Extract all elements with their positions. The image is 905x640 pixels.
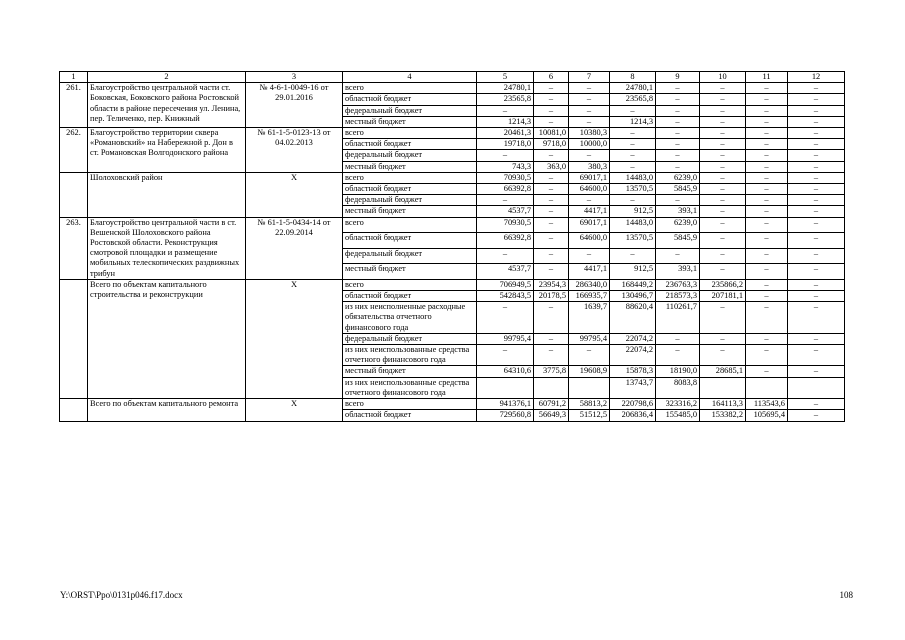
value-cell: 60791,2 — [534, 399, 569, 410]
value-cell: – — [700, 248, 746, 264]
value-cell: – — [746, 279, 788, 290]
value-cell: 99795,4 — [477, 333, 534, 344]
value-cell: – — [700, 195, 746, 206]
value-cell: 69017,1 — [569, 217, 610, 233]
value-cell: – — [788, 248, 845, 264]
value-cell: – — [656, 248, 700, 264]
value-cell: – — [569, 116, 610, 127]
funding-source: местный бюджет — [343, 264, 477, 280]
value-cell: 153382,2 — [700, 410, 746, 421]
value-cell: – — [788, 139, 845, 150]
value-cell: 743,3 — [477, 161, 534, 172]
value-cell: 4417,1 — [569, 206, 610, 217]
value-cell: – — [788, 206, 845, 217]
value-cell: 113543,6 — [746, 399, 788, 410]
value-cell: – — [534, 264, 569, 280]
value-cell: 706949,5 — [477, 279, 534, 290]
value-cell: – — [746, 105, 788, 116]
value-cell: – — [534, 116, 569, 127]
value-cell: 51512,5 — [569, 410, 610, 421]
value-cell: 3775,8 — [534, 366, 569, 377]
value-cell: – — [534, 184, 569, 195]
value-cell: 66392,8 — [477, 233, 534, 249]
value-cell: 363,0 — [534, 161, 569, 172]
value-cell: – — [746, 248, 788, 264]
object-name: Благоустройство территории сквера «Романовский» на Набережной р. Дон в ст. Романовская Волгодонского района — [88, 128, 246, 173]
value-cell: – — [746, 345, 788, 366]
value-cell: – — [788, 172, 845, 183]
funding-source: всего — [343, 83, 477, 94]
value-cell: – — [788, 302, 845, 334]
value-cell: – — [788, 105, 845, 116]
column-number: 3 — [246, 72, 343, 83]
value-cell: – — [534, 302, 569, 334]
funding-source: областной бюджет — [343, 233, 477, 249]
value-cell: – — [788, 195, 845, 206]
row-number: 263. — [60, 217, 88, 279]
funding-source: федеральный бюджет — [343, 195, 477, 206]
value-cell: 19718,0 — [477, 139, 534, 150]
table-row — [60, 83, 845, 94]
value-cell: – — [534, 150, 569, 161]
value-cell: 19608,9 — [569, 366, 610, 377]
doc-reference: № 61-1-5-0434-14 от 22.09.2014 — [246, 217, 343, 279]
value-cell: – — [534, 206, 569, 217]
value-cell: – — [700, 161, 746, 172]
value-cell: – — [746, 116, 788, 127]
column-number: 5 — [477, 72, 534, 83]
value-cell: 130496,7 — [610, 291, 656, 302]
value-cell: 24780,1 — [477, 83, 534, 94]
value-cell: – — [788, 279, 845, 290]
value-cell: 5845,9 — [656, 184, 700, 195]
value-cell — [746, 377, 788, 398]
funding-source: областной бюджет — [343, 139, 477, 150]
column-number: 12 — [788, 72, 845, 83]
value-cell: – — [610, 128, 656, 139]
value-cell: – — [700, 233, 746, 249]
value-cell: – — [746, 83, 788, 94]
value-cell: 70930,5 — [477, 172, 534, 183]
value-cell: 18190,0 — [656, 366, 700, 377]
table-body — [60, 72, 845, 422]
object-name: Всего по объектам капитального ремонта — [88, 399, 246, 421]
value-cell: – — [746, 302, 788, 334]
value-cell: 323316,2 — [656, 399, 700, 410]
value-cell — [569, 377, 610, 398]
value-cell: 10081,0 — [534, 128, 569, 139]
value-cell: 66392,8 — [477, 184, 534, 195]
funding-source: всего — [343, 399, 477, 410]
value-cell: 22074,2 — [610, 345, 656, 366]
value-cell: 6239,0 — [656, 217, 700, 233]
value-cell: 164113,3 — [700, 399, 746, 410]
value-cell: – — [700, 333, 746, 344]
value-cell: 105695,4 — [746, 410, 788, 421]
value-cell: 1639,7 — [569, 302, 610, 334]
funding-source: областной бюджет — [343, 291, 477, 302]
value-cell: – — [656, 116, 700, 127]
value-cell: 20178,5 — [534, 291, 569, 302]
funding-source: всего — [343, 172, 477, 183]
value-cell: 6239,0 — [656, 172, 700, 183]
value-cell: – — [700, 264, 746, 280]
value-cell: – — [569, 94, 610, 105]
value-cell: 64600,0 — [569, 233, 610, 249]
value-cell: – — [534, 105, 569, 116]
value-cell: – — [788, 399, 845, 410]
value-cell — [700, 377, 746, 398]
table-row — [60, 128, 845, 139]
value-cell: – — [746, 206, 788, 217]
value-cell: 1214,3 — [610, 116, 656, 127]
row-number — [60, 279, 88, 398]
value-cell: – — [746, 184, 788, 195]
value-cell: 13570,5 — [610, 184, 656, 195]
funding-source: из них неисполненные расходные обязательства отчетного финансового года — [343, 302, 477, 334]
value-cell: 58813,2 — [569, 399, 610, 410]
value-cell: 64310,6 — [477, 366, 534, 377]
value-cell: – — [788, 184, 845, 195]
value-cell: 23565,8 — [477, 94, 534, 105]
object-name: Благоустройство центральной части ст. Боковская, Боковского района Ростовской области в районе пересечения ул. Ленина, пер. Теличенко, пер. Книжный — [88, 83, 246, 128]
value-cell: 9718,0 — [534, 139, 569, 150]
funding-source: из них неиспользованные средства отчетного финансового года — [343, 345, 477, 366]
budget-table — [59, 71, 845, 422]
value-cell: – — [700, 128, 746, 139]
value-cell: 13570,5 — [610, 233, 656, 249]
value-cell: – — [477, 105, 534, 116]
value-cell: – — [610, 150, 656, 161]
value-cell: 912,5 — [610, 206, 656, 217]
column-number: 4 — [343, 72, 477, 83]
value-cell: – — [788, 366, 845, 377]
value-cell: 24780,1 — [610, 83, 656, 94]
object-name: Благоустройство центральной части в ст. Вешенской Шолоховского района Ростовской области. Реконструкция смотровой площадки и размещение мобильных телескопических раздвижных трибун — [88, 217, 246, 279]
value-cell: – — [788, 264, 845, 280]
value-cell: 69017,1 — [569, 172, 610, 183]
value-cell: – — [477, 248, 534, 264]
value-cell: 13743,7 — [610, 377, 656, 398]
value-cell: – — [788, 233, 845, 249]
value-cell: – — [534, 217, 569, 233]
value-cell: – — [534, 333, 569, 344]
value-cell: – — [569, 150, 610, 161]
funding-source: местный бюджет — [343, 161, 477, 172]
value-cell: – — [534, 233, 569, 249]
table-row — [60, 279, 845, 290]
column-number: 7 — [569, 72, 610, 83]
value-cell: 8083,8 — [656, 377, 700, 398]
value-cell: – — [746, 217, 788, 233]
value-cell: – — [656, 105, 700, 116]
value-cell: – — [746, 366, 788, 377]
value-cell: – — [610, 195, 656, 206]
value-cell: 28685,1 — [700, 366, 746, 377]
value-cell: 729560,8 — [477, 410, 534, 421]
value-cell: – — [610, 248, 656, 264]
value-cell: 88620,4 — [610, 302, 656, 334]
value-cell: 912,5 — [610, 264, 656, 280]
value-cell: – — [700, 206, 746, 217]
column-number: 8 — [610, 72, 656, 83]
value-cell — [534, 377, 569, 398]
value-cell: 20461,3 — [477, 128, 534, 139]
value-cell: – — [656, 161, 700, 172]
value-cell: – — [788, 128, 845, 139]
value-cell: – — [700, 184, 746, 195]
value-cell — [788, 377, 845, 398]
value-cell: 207181,1 — [700, 291, 746, 302]
value-cell: – — [534, 172, 569, 183]
value-cell: – — [788, 116, 845, 127]
doc-reference: № 61-1-5-0123-13 от 04.02.2013 — [246, 128, 343, 173]
value-cell: – — [569, 195, 610, 206]
column-number: 11 — [746, 72, 788, 83]
header-row — [60, 72, 845, 83]
value-cell: 4537,7 — [477, 206, 534, 217]
table-row — [60, 217, 845, 233]
value-cell: – — [788, 94, 845, 105]
doc-reference: Х — [246, 279, 343, 398]
value-cell: – — [656, 128, 700, 139]
value-cell: 168449,2 — [610, 279, 656, 290]
value-cell: – — [656, 83, 700, 94]
row-number: 262. — [60, 128, 88, 173]
value-cell: – — [746, 161, 788, 172]
value-cell: – — [534, 83, 569, 94]
value-cell: – — [746, 195, 788, 206]
funding-source: местный бюджет — [343, 116, 477, 127]
column-number: 1 — [60, 72, 88, 83]
row-number: 261. — [60, 83, 88, 128]
doc-reference: Х — [246, 172, 343, 217]
value-cell: 64600,0 — [569, 184, 610, 195]
column-number: 2 — [88, 72, 246, 83]
value-cell: 218573,3 — [656, 291, 700, 302]
value-cell — [477, 377, 534, 398]
value-cell: – — [700, 302, 746, 334]
value-cell: – — [534, 345, 569, 366]
value-cell: 155485,0 — [656, 410, 700, 421]
value-cell: 5845,9 — [656, 233, 700, 249]
value-cell: – — [746, 150, 788, 161]
value-cell: – — [477, 302, 534, 334]
value-cell: 4417,1 — [569, 264, 610, 280]
value-cell: – — [746, 291, 788, 302]
funding-source: федеральный бюджет — [343, 105, 477, 116]
funding-source: федеральный бюджет — [343, 248, 477, 264]
value-cell: – — [534, 195, 569, 206]
value-cell: 110261,7 — [656, 302, 700, 334]
value-cell: 56649,3 — [534, 410, 569, 421]
value-cell: 15878,3 — [610, 366, 656, 377]
funding-source: всего — [343, 279, 477, 290]
funding-source: федеральный бюджет — [343, 333, 477, 344]
value-cell: 166935,7 — [569, 291, 610, 302]
value-cell: 235866,2 — [700, 279, 746, 290]
funding-source: всего — [343, 217, 477, 233]
value-cell: – — [656, 195, 700, 206]
value-cell: – — [788, 291, 845, 302]
value-cell: 393,1 — [656, 264, 700, 280]
value-cell: – — [788, 345, 845, 366]
value-cell: – — [746, 139, 788, 150]
value-cell: – — [700, 105, 746, 116]
value-cell: 4537,7 — [477, 264, 534, 280]
funding-source: всего — [343, 128, 477, 139]
value-cell: – — [746, 94, 788, 105]
file-path: Y:\ORST\Ppo\0131p046.f17.docx — [60, 590, 183, 600]
value-cell: 23954,3 — [534, 279, 569, 290]
object-name: Всего по объектам капитального строительства и реконструкции — [88, 279, 246, 398]
value-cell: 99795,4 — [569, 333, 610, 344]
value-cell: – — [700, 345, 746, 366]
value-cell: – — [788, 333, 845, 344]
value-cell: – — [700, 116, 746, 127]
value-cell: – — [534, 94, 569, 105]
value-cell: – — [746, 128, 788, 139]
value-cell: – — [700, 172, 746, 183]
table-row — [60, 172, 845, 183]
value-cell: – — [746, 172, 788, 183]
column-number: 6 — [534, 72, 569, 83]
value-cell: – — [534, 248, 569, 264]
value-cell: 23565,8 — [610, 94, 656, 105]
value-cell: – — [788, 410, 845, 421]
column-number: 9 — [656, 72, 700, 83]
value-cell: – — [746, 264, 788, 280]
page-number: 108 — [839, 590, 853, 600]
value-cell: 206836,4 — [610, 410, 656, 421]
value-cell: – — [569, 248, 610, 264]
value-cell: – — [746, 333, 788, 344]
value-cell: 14483,0 — [610, 217, 656, 233]
value-cell: – — [477, 150, 534, 161]
doc-reference: Х — [246, 399, 343, 421]
value-cell: 380,3 — [569, 161, 610, 172]
value-cell: 220798,6 — [610, 399, 656, 410]
value-cell: – — [700, 150, 746, 161]
row-number — [60, 172, 88, 217]
value-cell: – — [656, 94, 700, 105]
value-cell: 286340,0 — [569, 279, 610, 290]
value-cell: 22074,2 — [610, 333, 656, 344]
value-cell: 10000,0 — [569, 139, 610, 150]
value-cell: – — [569, 345, 610, 366]
value-cell: – — [700, 139, 746, 150]
table-row — [60, 399, 845, 410]
funding-source: местный бюджет — [343, 206, 477, 217]
value-cell: 236763,3 — [656, 279, 700, 290]
value-cell: – — [788, 150, 845, 161]
funding-source: местный бюджет — [343, 366, 477, 377]
value-cell: 542843,5 — [477, 291, 534, 302]
value-cell: – — [477, 345, 534, 366]
funding-source: областной бюджет — [343, 410, 477, 421]
value-cell: 393,1 — [656, 206, 700, 217]
value-cell: – — [610, 161, 656, 172]
value-cell: 14483,0 — [610, 172, 656, 183]
value-cell: 941376,1 — [477, 399, 534, 410]
value-cell: – — [610, 139, 656, 150]
value-cell: 70930,5 — [477, 217, 534, 233]
value-cell: 10380,3 — [569, 128, 610, 139]
value-cell: – — [569, 83, 610, 94]
row-number — [60, 399, 88, 421]
value-cell: – — [746, 233, 788, 249]
value-cell: – — [788, 83, 845, 94]
column-number: 10 — [700, 72, 746, 83]
value-cell: 1214,3 — [477, 116, 534, 127]
funding-source: федеральный бюджет — [343, 150, 477, 161]
value-cell: – — [569, 105, 610, 116]
value-cell: – — [656, 150, 700, 161]
funding-source: из них неиспользованные средства отчетного финансового года — [343, 377, 477, 398]
object-name: Шолоховский район — [88, 172, 246, 217]
value-cell: – — [700, 83, 746, 94]
value-cell: – — [656, 333, 700, 344]
value-cell: – — [610, 105, 656, 116]
value-cell: – — [656, 139, 700, 150]
funding-source: областной бюджет — [343, 94, 477, 105]
value-cell: – — [700, 217, 746, 233]
value-cell: – — [700, 94, 746, 105]
value-cell: – — [656, 345, 700, 366]
value-cell: – — [788, 217, 845, 233]
value-cell: – — [788, 161, 845, 172]
doc-reference: № 4-6-1-0049-16 от 29.01.2016 — [246, 83, 343, 128]
funding-source: областной бюджет — [343, 184, 477, 195]
value-cell: – — [477, 195, 534, 206]
